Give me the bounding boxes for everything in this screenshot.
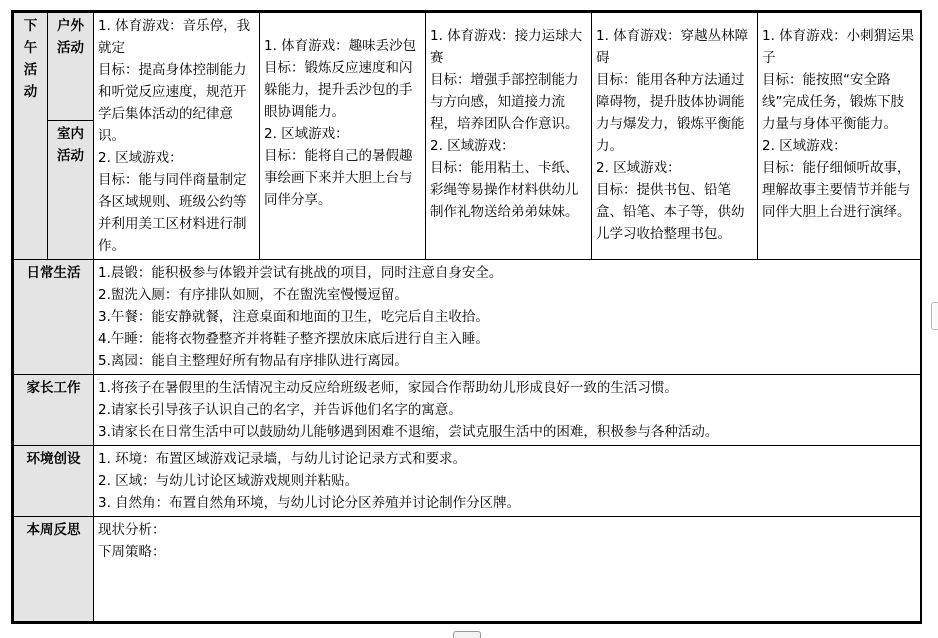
area-game-title: 2. 区域游戏：: [264, 126, 349, 142]
outdoor-game-title: 1. 体育游戏：趣味丢沙包: [264, 38, 417, 54]
parent-work-item: 3.请家长在日常生活中可以鼓励幼儿能够遇到困难不退缩，尝试克服生活中的困难，积极参与各种活动。: [98, 424, 719, 440]
indoor-activity-label: 室内活动: [57, 126, 84, 165]
outdoor-activity-label: 户外活动: [57, 18, 84, 56]
day-cell-3: [426, 13, 592, 260]
outdoor-game-title: 1. 体育游戏：接力运球大赛: [430, 28, 583, 66]
daily-life-item: 1.晨锻：能积极参与体锻并尝试有挑战的项目，同时注意自身安全。: [98, 265, 503, 281]
environment-header: 环境创设: [14, 446, 94, 517]
daily-life-item: 4.午睡：能将衣物叠整齐并将鞋子整齐摆放床底后进行自主入睡。: [98, 331, 489, 347]
daily-life-header: 日常生活: [14, 260, 94, 375]
area-game-title: 2. 区域游戏：: [596, 160, 681, 176]
environment-item: 2. 区域：与幼儿讨论区域游戏规则并粘贴。: [98, 473, 359, 489]
area-game-goal: 目标：能将自己的暑假趣事绘画下来并大胆上台与同伴分享。: [264, 148, 413, 208]
page-edge-marker[interactable]: [931, 302, 938, 330]
area-game-title: 2. 区域游戏：: [98, 150, 183, 166]
environment-row: [14, 446, 921, 517]
parent-work-item: 2.请家长引导孩子认识自己的名字，并告诉他们名字的寓意。: [98, 402, 462, 418]
reflection-header: 本周反思: [14, 517, 94, 622]
environment-item: 3. 自然角：布置自然角环境，与幼儿讨论分区养殖并讨论制作分区牌。: [98, 495, 521, 511]
parent-work-item: 1.将孩子在暑假里的生活情况主动反应给班级老师，家园合作帮助幼儿形成良好一致的生活习惯。: [98, 380, 678, 396]
area-game-goal: 目标：提供书包、铅笔盒、铅笔、本子等，供幼儿学习收拾整理书包。: [596, 182, 745, 242]
afternoon-outdoor-row: [14, 13, 921, 121]
day-cell-4: [592, 13, 758, 260]
area-game-goal: 目标：能与同伴商量制定各区域规则、班级公约等并利用美工区材料进行制作。: [98, 172, 247, 254]
daily-life-item: 2.盥洗入厕：有序排队如厕，不在盥洗室慢慢逗留。: [98, 287, 408, 303]
day-cell-1: [94, 13, 260, 260]
outdoor-game-goal: 目标：提高身体控制能力和听觉反应速度，规范开学后集体活动的纪律意识。: [98, 62, 247, 144]
environment-content: [94, 446, 921, 517]
outdoor-game-goal: 目标：增强手部控制能力与方向感，知道接力流程，培养团队合作意识。: [430, 72, 579, 132]
environment-item: 1. 环境：布置区域游戏记录墙，与幼儿讨论记录方式和要求。: [98, 451, 467, 467]
area-game-title: 2. 区域游戏：: [430, 138, 515, 154]
daily-life-item: 3.午餐：能安静就餐，注意桌面和地面的卫生，吃完后自主收拾。: [98, 309, 489, 325]
area-game-goal: 目标：能仔细倾听故事，理解故事主要情节并能与同伴大胆上台进行演绎。: [762, 160, 911, 220]
outdoor-game-title: 1. 体育游戏：音乐停，我就定: [98, 18, 251, 56]
outdoor-game-title: 1. 体育游戏：穿越丛林障碍: [596, 28, 749, 66]
parent-work-row: [14, 375, 921, 446]
afternoon-activity-header: [14, 13, 48, 260]
parent-work-header: 家长工作: [14, 375, 94, 446]
weekly-plan-sheet: [11, 10, 922, 624]
day-cell-5: [758, 13, 921, 260]
outdoor-game-title: 1. 体育游戏：小刺猬运果子: [762, 28, 915, 66]
daily-life-row: [14, 260, 921, 375]
daily-life-item: 5.离园：能自主整理好所有物品有序排队进行离园。: [98, 353, 408, 369]
daily-life-content: [94, 260, 921, 375]
outdoor-game-goal: 目标：能用各种方法通过障碍物，提升肢体协调能力与爆发力，锻炼平衡能力。: [596, 72, 745, 154]
outdoor-game-goal: 目标：能按照“安全路线”完成任务，锻炼下肢力量与身体平衡能力。: [762, 72, 904, 132]
day-cell-2: [260, 13, 426, 260]
outdoor-activity-header: [48, 13, 94, 121]
next-week-strategy-label: 下周策略：: [98, 544, 166, 560]
afternoon-activity-label: 下午活动: [23, 18, 38, 100]
status-analysis-label: 现状分析：: [98, 522, 166, 538]
weekly-plan-table: [13, 12, 921, 622]
outdoor-game-goal: 目标：锻炼反应速度和闪躲能力，提升丢沙包的手眼协调能力。: [264, 60, 413, 120]
reflection-content[interactable]: [94, 517, 921, 622]
area-game-title: 2. 区域游戏：: [762, 138, 847, 154]
indoor-activity-header: [48, 121, 94, 260]
parent-work-content: [94, 375, 921, 446]
area-game-goal: 目标：能用粘土、卡纸、彩绳等易操作材料供幼儿制作礼物送给弟弟妹妹。: [430, 160, 579, 220]
reflection-row: [14, 517, 921, 622]
